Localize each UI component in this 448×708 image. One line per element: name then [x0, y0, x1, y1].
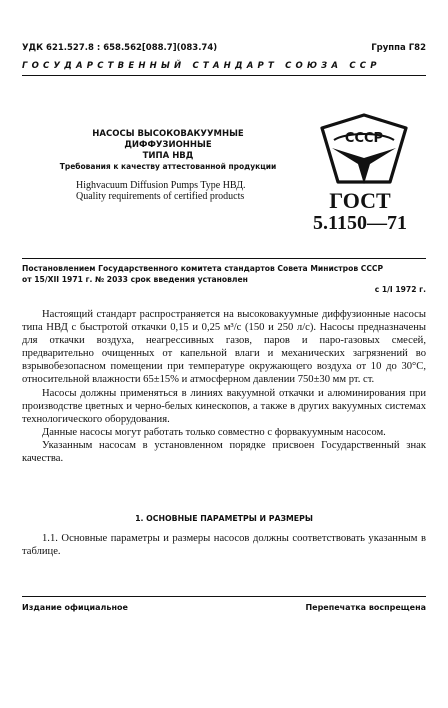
body-paragraph-3: Данные насосы могут работать только совместно с форвакуумным насосом. — [42, 426, 386, 438]
gost-number: 5.1150—71 — [313, 212, 407, 234]
title-line-1: НАСОСЫ ВЫСОКОВАКУУМНЫЕ ДИФФУЗИОННЫЕ — [92, 129, 244, 150]
decree-line-2: от 15/XII 1971 г. № 2033 срок введения установлен — [22, 275, 248, 284]
document-title — [48, 129, 288, 162]
quality-mark-icon — [316, 112, 412, 190]
reprint-prohibited-label: Перепечатка воспрещена — [305, 603, 426, 612]
section-paragraph-1: 1.1. Основные параметры и размеры насосов должны соответствовать указанным в таблице. — [22, 533, 426, 558]
effective-date: с 1/I 1972 г. — [374, 285, 426, 294]
english-title-line-2: Quality requirements of certified products — [76, 191, 245, 202]
english-title — [76, 180, 276, 202]
udk-code: УДК 621.527.8 : 658.562[088.7](083.74) — [22, 43, 218, 53]
gost-label: ГОСТ — [329, 188, 391, 213]
group-code: Группа Г82 — [371, 43, 426, 53]
footer-rule — [22, 596, 426, 597]
decree-line-1: Постановлением Государственного комитета стандартов Совета Министров СССР — [22, 264, 384, 273]
body-paragraph-1: Настоящий стандарт распространяется на высоковакуумные диффузионные насосы типа НВД с быстротой откачки 0,15 и 0,25 м³/с (150 и 250 л/с). Насосы предназначены для откачки воздуха, неагрессивных газов, паров и паро-газовых смесей, предварительно очищенных от капельной влаги и механических загрязнений во взрывобезопасном помещении при температуре окружающего воздуха от 10 до 30°С, относительной влажности 65±15% и атмосферном давлении 750±30 мм рт. ст. — [22, 309, 426, 386]
english-title-line-1: Highvacuum Diffusion Pumps Type НВД. — [76, 180, 246, 191]
official-edition-label: Издание официальное — [22, 603, 128, 612]
decree-text — [22, 263, 426, 285]
body-paragraph-4: Указанным насосам в установленном порядке присвоен Государственный знак качества. — [22, 439, 426, 465]
header-rule — [22, 75, 426, 76]
state-standard-banner: ГОСУДАРСТВЕННЫЙ СТАНДАРТ СОЮЗА ССР — [22, 61, 381, 71]
body-paragraph-2: Насосы должны применяться в линиях вакуумной откачки и алюминирования при производстве цветных и черно-белых кинескопов, а также в других вакуумных системах технологического оборудования. — [22, 387, 426, 425]
requirements-subtitle: Требования к качеству аттестованной продукции — [59, 162, 277, 171]
section-text — [22, 532, 426, 558]
quality-mark-text: СССР — [344, 131, 384, 146]
section-heading: 1. ОСНОВНЫЕ ПАРАМЕТРЫ И РАЗМЕРЫ — [135, 514, 313, 523]
title-line-2: ТИПА НВД — [142, 151, 194, 161]
decree-rule — [22, 258, 426, 259]
gost-block — [300, 190, 420, 234]
body-text — [22, 308, 426, 465]
